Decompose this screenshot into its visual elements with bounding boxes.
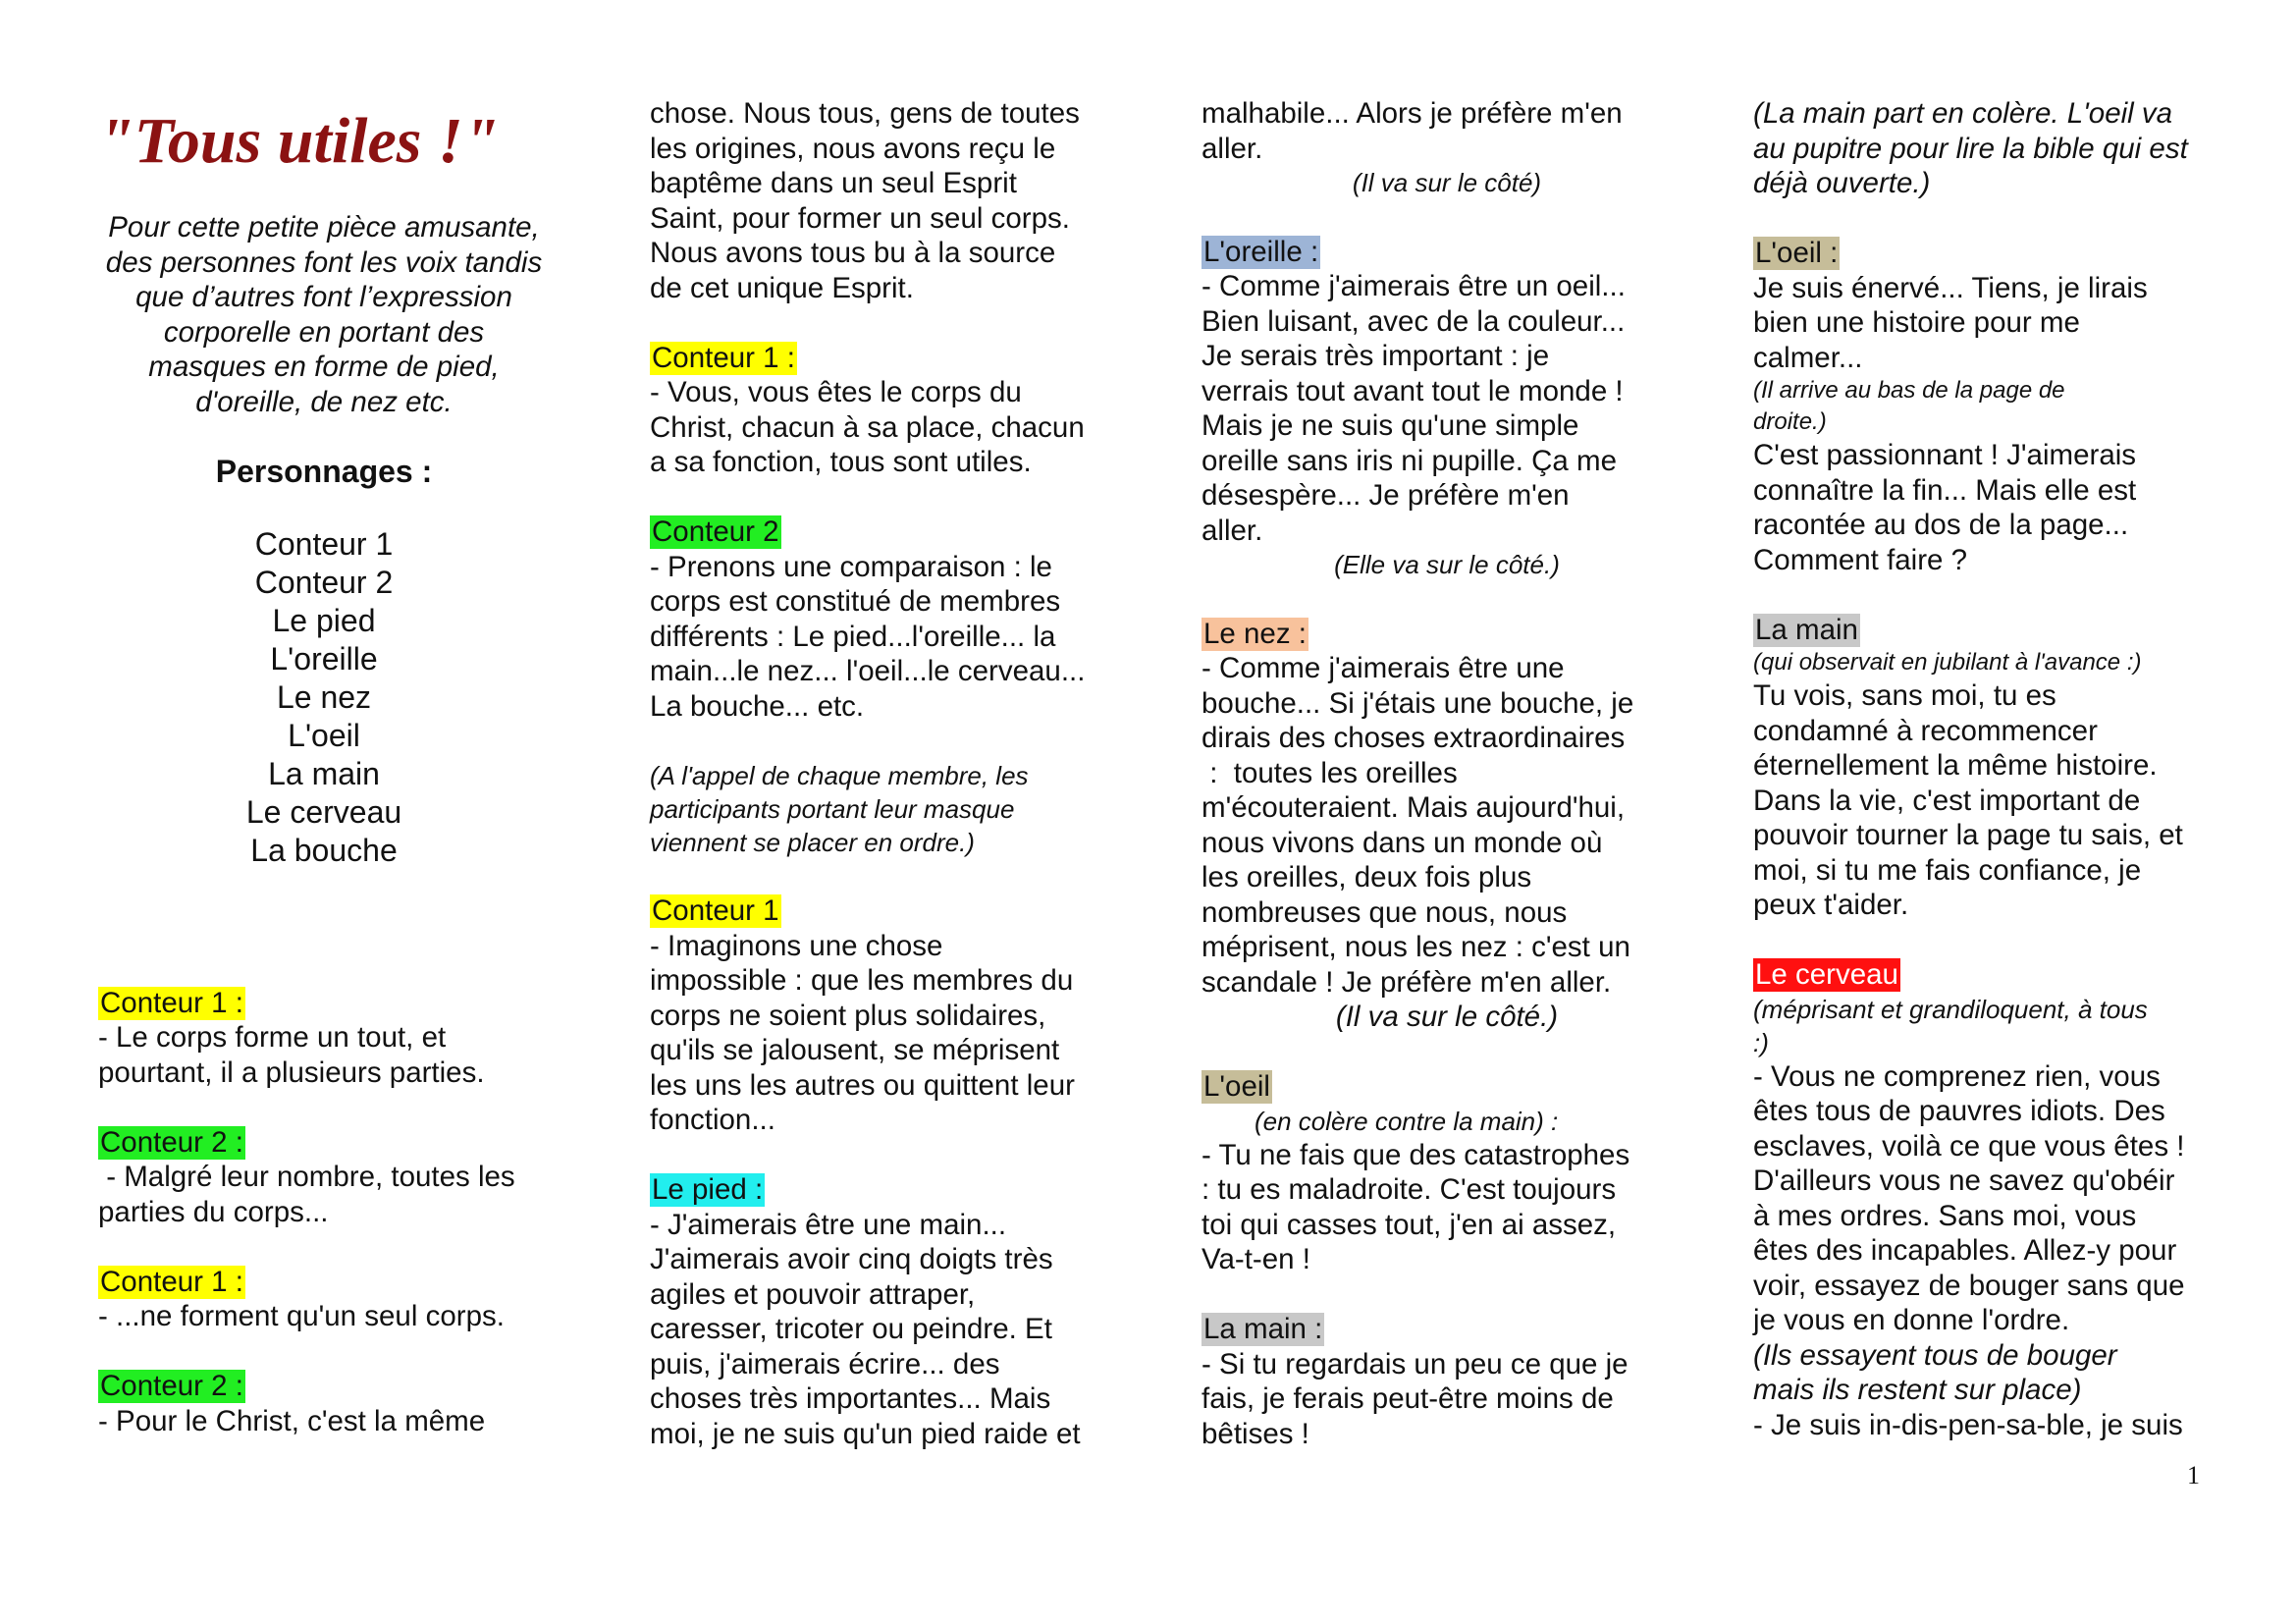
- dialogue-line: corps est constitué de membres: [650, 585, 1061, 618]
- dialogue-line: J'aimerais avoir cinq doigts très: [650, 1243, 1053, 1275]
- cast-item: Conteur 1: [254, 525, 394, 562]
- dialogue-line: les origines, nous avons reçu le: [650, 132, 1056, 165]
- dialogue-line: bouche... Si j'étais une bouche, je: [1201, 686, 1634, 720]
- stage-line: :): [1753, 1027, 1769, 1057]
- page-number: 1: [2187, 1461, 2200, 1489]
- page-title: "Tous utiles !": [98, 105, 500, 177]
- stage-line: (en colère contre la main) :: [1255, 1106, 1559, 1136]
- dialogue-line: Dans la vie, c'est important de: [1753, 784, 2141, 817]
- dialogue-line: à mes ordres. Sans moi, vous: [1753, 1199, 2137, 1232]
- dialogue-line: - Comme j'aimerais être une: [1201, 652, 1565, 684]
- dialogue-line: - Imaginons une chose: [650, 929, 943, 962]
- dialogue-line: Je suis énervé... Tiens, je lirais: [1753, 271, 2148, 304]
- continued-text: [1201, 96, 1692, 199]
- dialogue-block: [98, 1369, 589, 1438]
- dialogue-block: [1201, 1069, 1692, 1277]
- dialogue-line: êtes des incapables. Allez-y pour: [1753, 1234, 2177, 1267]
- column-2: [650, 96, 1141, 1487]
- dialogue-line: main...le nez... l'oeil...le cerveau...: [650, 655, 1086, 687]
- stage-line: (Il va sur le côté): [1352, 168, 1542, 197]
- cast-item: Le nez: [276, 678, 372, 715]
- dialogue-line: Je serais très important : je: [1201, 340, 1550, 372]
- speaker-label: Conteur 1 :: [652, 341, 795, 374]
- dialogue-line: - Comme j'aimerais être un oeil...: [1201, 270, 1626, 302]
- dialogue-line: désespère... Je préfère m'en: [1201, 479, 1570, 512]
- dialogue-line: : tu es maladroite. C'est toujours: [1201, 1173, 1617, 1206]
- dialogue-line: racontée au dos de la page...: [1753, 509, 2129, 541]
- dialogue-line: dirais des choses extraordinaires: [1201, 722, 1626, 754]
- stage-line: (méprisant et grandiloquent, à tous: [1753, 994, 2148, 1024]
- dialogue-line: les uns les autres ou quittent leur: [650, 1068, 1075, 1102]
- dialogue-line: peux t'aider.: [1753, 889, 1909, 921]
- dialogue-block: [1753, 957, 2224, 1442]
- dialogue-line: - Pour le Christ, c'est la même: [98, 1404, 486, 1437]
- dialogue-line: chose. Nous tous, gens de toutes: [650, 97, 1080, 130]
- cast-item: Conteur 2: [254, 564, 394, 600]
- stage-line: au pupitre pour lire la bible qui est: [1753, 132, 2188, 165]
- dialogue-line: malhabile... Alors je préfère m'en: [1201, 97, 1623, 130]
- dialogue-line: connaître la fin... Mais elle est: [1753, 473, 2137, 507]
- stage-line: mais ils restent sur place): [1753, 1374, 2082, 1406]
- dialogue-block: [650, 1172, 1141, 1451]
- dialogue-line: parties du corps...: [98, 1195, 329, 1228]
- dialogue-line: pourtant, il a plusieurs parties.: [98, 1056, 485, 1089]
- dialogue-line: - Tu ne fais que des catastrophes: [1201, 1138, 1630, 1171]
- dialogue-line: fonction...: [650, 1104, 775, 1136]
- speaker-label: L'oeil: [1203, 1070, 1270, 1103]
- intro-line: masques en forme de pied,: [148, 351, 500, 383]
- cast-item: Le cerveau: [245, 793, 402, 830]
- dialogue-line: verrais tout avant tout le monde !: [1201, 374, 1624, 407]
- dialogue-line: aller.: [1201, 132, 1263, 165]
- dialogue-line: bêtises !: [1201, 1417, 1309, 1450]
- dialogue-line: nombreuses que nous, nous: [1201, 895, 1568, 929]
- dialogue-line: voir, essayez de bouger sans que: [1753, 1269, 2185, 1302]
- column-4: [1753, 96, 2224, 1478]
- dialogue-line: méprisent, nous les nez : c'est un: [1201, 931, 1630, 963]
- dialogue-line: - ...ne forment qu'un seul corps.: [98, 1300, 505, 1332]
- cast-item: L'oreille: [270, 640, 378, 677]
- continued-text: [650, 96, 1141, 305]
- dialogue-line: - Prenons une comparaison : le: [650, 550, 1052, 583]
- dialogue-line: a sa fonction, tous sont utiles.: [650, 446, 1032, 478]
- stage-line: (La main part en colère. L'oeil va: [1753, 97, 2173, 130]
- cast-item: La main: [268, 755, 380, 791]
- personnages-heading: Personnages :: [215, 454, 433, 489]
- dialogue-line: condamné à recommencer: [1753, 714, 2098, 747]
- stage-line: (Il arrive au bas de la page de: [1753, 377, 2065, 404]
- stage-line: (Elle va sur le côté.): [1334, 550, 1560, 579]
- dialogue-block: [650, 893, 1141, 1138]
- speaker-label: La main: [1755, 613, 1858, 646]
- dialogue-line: La bouche... etc.: [650, 689, 865, 723]
- dialogue-block: [98, 1125, 589, 1230]
- dialogue-line: - Si tu regardais un peu ce que je: [1201, 1347, 1629, 1380]
- dialogue-line: - Le corps forme un tout, et: [98, 1021, 447, 1054]
- dialogue-block: [1201, 1312, 1692, 1451]
- dialogue-line: nous vivons dans un monde où: [1201, 826, 1603, 859]
- speaker-label: Conteur 1 :: [100, 986, 243, 1019]
- speaker-label: Conteur 1: [652, 894, 779, 927]
- dialogue-block: [1201, 617, 1692, 1035]
- intro-line: corporelle en portant des: [163, 315, 485, 349]
- dialogue-block: [1753, 613, 2224, 923]
- dialogue-line: éternellement la même histoire.: [1753, 749, 2158, 782]
- dialogue-block: [1753, 236, 2224, 577]
- dialogue-line: m'écouteraient. Mais aujourd'hui,: [1201, 791, 1626, 824]
- dialogue-line: Va-t-en !: [1201, 1243, 1310, 1275]
- dialogue-line: moi, je ne suis qu'un pied raide et: [650, 1417, 1081, 1450]
- speaker-label: Conteur 1 :: [100, 1265, 243, 1298]
- intro-text: [98, 210, 550, 419]
- dialogue-line: bien une histoire pour me: [1753, 306, 2080, 339]
- dialogue-line: oreille sans iris ni pupille. Ça me: [1201, 444, 1618, 477]
- speaker-label: La main :: [1203, 1313, 1323, 1345]
- dialogue-line: - Vous, vous êtes le corps du: [650, 376, 1022, 408]
- speaker-label: Conteur 2: [652, 515, 779, 548]
- dialogue-line: Christ, chacun à sa place, chacun: [650, 410, 1085, 444]
- dialogue-line: baptême dans un seul Esprit: [650, 167, 1017, 199]
- dialogue-line: êtes tous de pauvres idiots. Des: [1753, 1095, 2165, 1127]
- dialogue-block: [650, 514, 1141, 724]
- dialogue-line: impossible : que les membres du: [650, 964, 1074, 997]
- stage-line: (Il va sur le côté.): [1335, 1001, 1559, 1033]
- dialogue-line: scandale ! Je préfère m'en aller.: [1201, 965, 1612, 999]
- dialogue-line: de cet unique Esprit.: [650, 271, 914, 304]
- dialogue-block: [98, 1265, 589, 1334]
- speaker-label: L'oreille :: [1203, 235, 1319, 268]
- speaker-label: L'oeil :: [1755, 237, 1839, 269]
- intro-line: Pour cette petite pièce amusante,: [108, 211, 540, 244]
- dialogue-line: toi qui casses tout, j'en ai assez,: [1201, 1208, 1617, 1241]
- dialogue-line: moi, si tu me fais confiance, je: [1753, 853, 2142, 887]
- dialogue-line: qu'ils se jalousent, se méprisent: [650, 1034, 1060, 1066]
- stage-line: viennent se placer en ordre.): [650, 827, 975, 857]
- dialogue-line: puis, j'aimerais écrire... des: [650, 1347, 1000, 1380]
- dialogue-line: les oreilles, deux fois plus: [1201, 861, 1532, 893]
- dialogue-line: - Je suis in-dis-pen-sa-ble, je suis: [1753, 1408, 2183, 1441]
- dialogue-line: Comment faire ?: [1753, 543, 1968, 576]
- dialogue-line: je vous en donne l'ordre.: [1753, 1304, 2070, 1336]
- dialogue-line: différents : Le pied...l'oreille... la: [650, 620, 1056, 653]
- dialogue-line: Mais je ne suis qu'une simple: [1201, 409, 1579, 442]
- dialogue-line: - J'aimerais être une main...: [650, 1208, 1007, 1241]
- dialogue-line: choses très importantes... Mais: [650, 1382, 1051, 1415]
- dialogue-line: aller.: [1201, 514, 1263, 547]
- cast-list: [98, 525, 550, 870]
- dialogue-line: Nous avons tous bu à la source: [650, 237, 1056, 269]
- dialogue-line: C'est passionnant ! J'aimerais: [1753, 439, 2137, 471]
- dialogue-block: [650, 341, 1141, 480]
- intro-line: que d’autres font l’expression: [135, 281, 512, 313]
- column-1: [98, 96, 589, 1474]
- dialogue-line: Saint, pour former un seul corps.: [650, 201, 1070, 235]
- speaker-label: Le cerveau: [1755, 958, 1898, 991]
- dialogue-line: corps ne soient plus solidaires,: [650, 999, 1046, 1032]
- stage-line: participants portant leur masque: [650, 793, 1015, 824]
- stage-line: droite.): [1753, 408, 1827, 435]
- dialogue-line: Tu vois, sans moi, tu es: [1753, 679, 2056, 712]
- stage-line: déjà ouverte.): [1753, 167, 1931, 199]
- dialogue-line: agiles et pouvoir attraper,: [650, 1277, 976, 1311]
- column-3: [1201, 96, 1692, 1487]
- dialogue-line: calmer...: [1753, 341, 1863, 374]
- dialogue-block: [98, 986, 589, 1091]
- dialogue-line: D'ailleurs vous ne savez qu'obéir: [1753, 1164, 2175, 1197]
- dialogue-line: Bien luisant, avec de la couleur...: [1201, 304, 1626, 338]
- intro-line: d'oreille, de nez etc.: [195, 385, 453, 418]
- dialogue-line: esclaves, voilà ce que vous êtes !: [1753, 1129, 2185, 1163]
- stage-direction: [1753, 96, 2224, 201]
- stage-line: (qui observait en jubilant à l'avance :): [1753, 649, 2142, 676]
- dialogue-line: caresser, tricoter ou peindre. Et: [650, 1313, 1052, 1345]
- stage-direction: [650, 759, 1141, 859]
- dialogue-line: fais, je ferais peut-être moins de: [1201, 1382, 1614, 1415]
- dialogue-line: : toutes les oreilles: [1201, 756, 1458, 789]
- speaker-label: Le nez :: [1203, 617, 1307, 650]
- dialogue-line: - Vous ne comprenez rien, vous: [1753, 1059, 2161, 1093]
- cast-item: La bouche: [250, 832, 398, 868]
- speaker-label: Conteur 2 :: [100, 1370, 243, 1402]
- stage-line: (A l'appel de chaque membre, les: [650, 760, 1029, 790]
- cast-item: Le pied: [272, 602, 376, 638]
- intro-line: des personnes font les voix tandis: [105, 245, 543, 279]
- stage-line: (Ils essayent tous de bouger: [1753, 1338, 2117, 1372]
- speaker-label: Conteur 2 :: [100, 1125, 243, 1159]
- dialogue-line: - Malgré leur nombre, toutes les: [98, 1161, 515, 1193]
- dialogue-block: [1201, 235, 1692, 582]
- speaker-label: Le pied :: [652, 1173, 764, 1206]
- dialogue-line: pouvoir tourner la page tu sais, et: [1753, 819, 2183, 851]
- cast-item: L'oeil: [288, 717, 360, 753]
